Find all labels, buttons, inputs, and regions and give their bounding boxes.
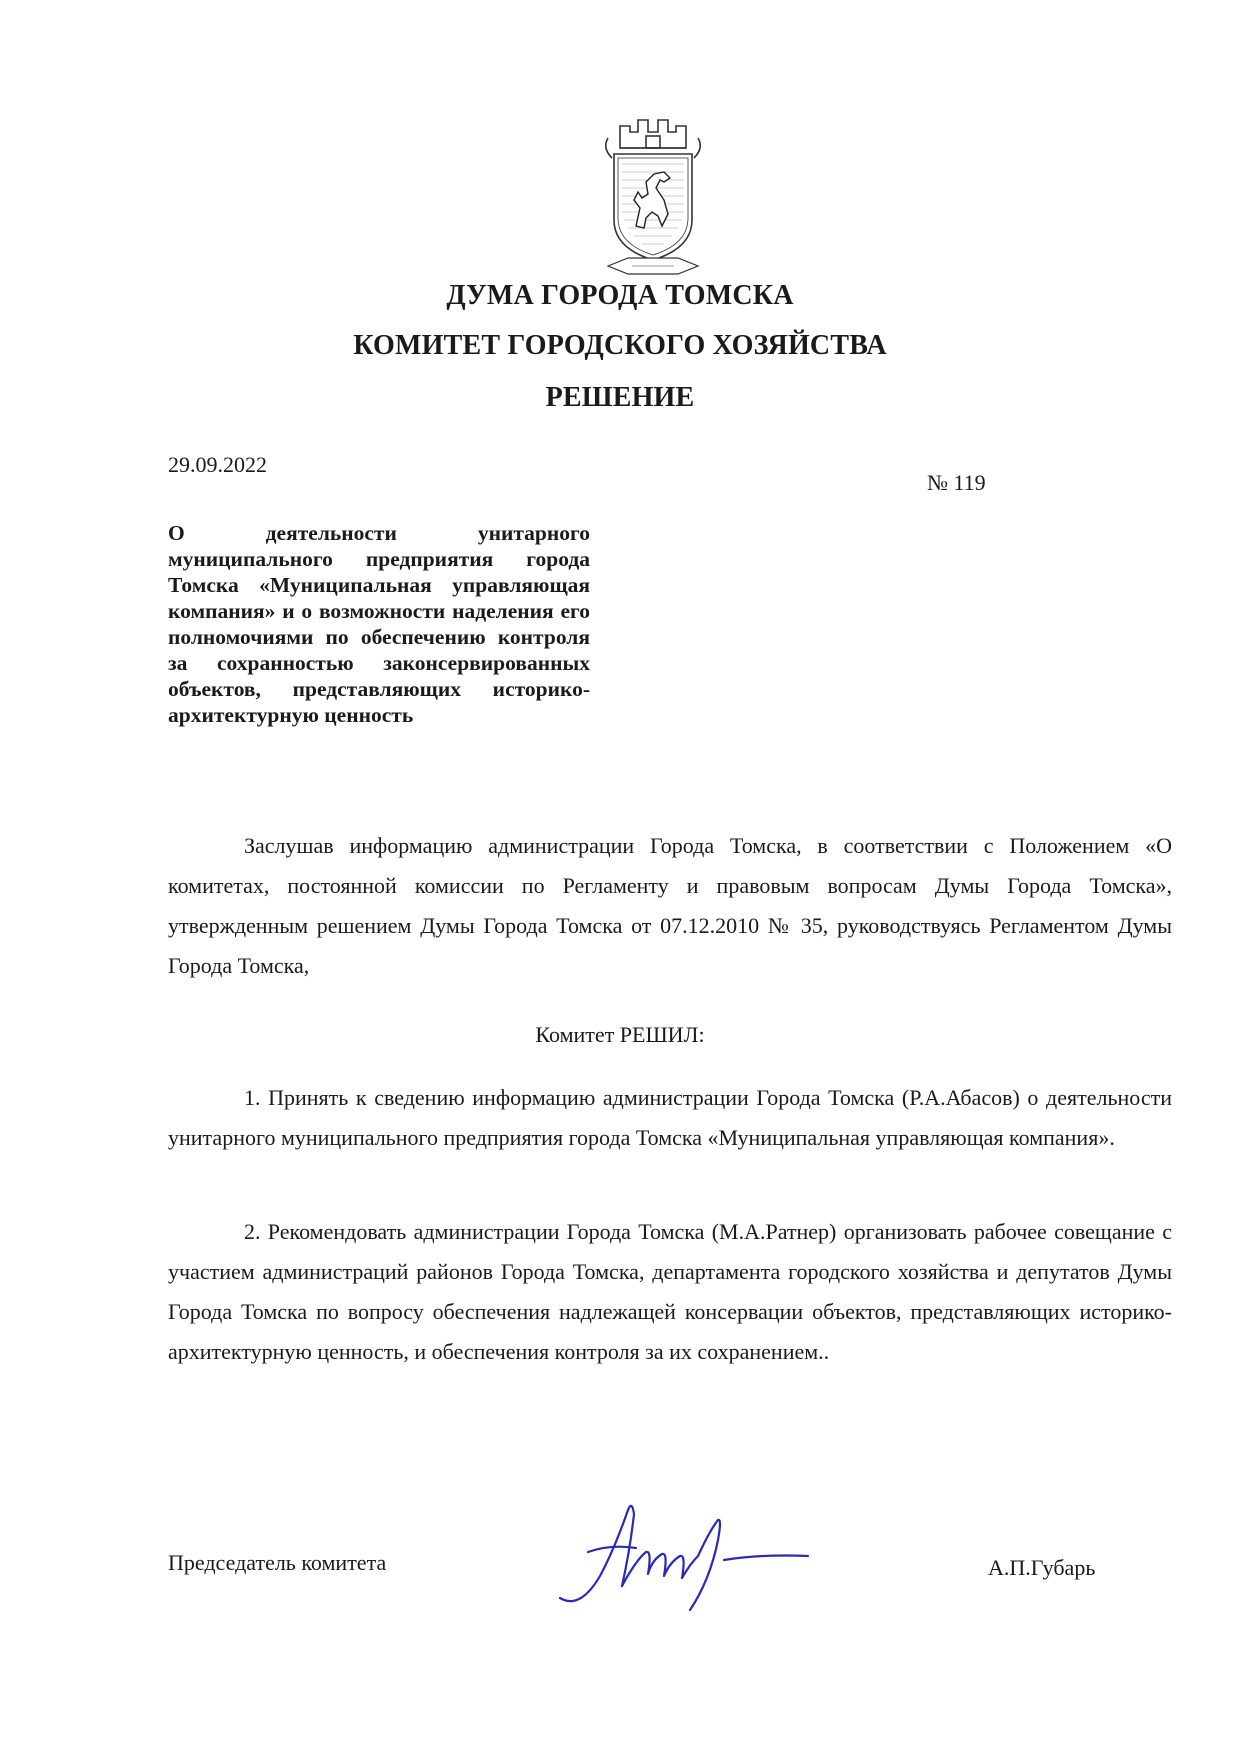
document-date: 29.09.2022 — [168, 452, 267, 477]
document-type-title: РЕШЕНИЕ — [545, 382, 695, 413]
committee-title: КОМИТЕТ ГОРОДСКОГО ХОЗЯЙСТВА — [353, 330, 887, 361]
decision-item-1: 1. Принять к сведению информацию администрации Города Томска (Р.А.Абасов) о деятельности унитарного муниципального предприятия города Томска «Муниципальная управляющая компания». — [168, 1085, 1172, 1150]
decision-item-2: 2. Рекомендовать администрации Города Томска (М.А.Ратнер) организовать рабочее совещание с участием администраций районов Города Томска, департамента городского хозяйства и депутатов Думы Города Томска по вопросу обеспечения надлежащей консервации объектов, представляющих историко-архитектурную ценность, и обеспечения контроля за их сохранением.. — [168, 1219, 1172, 1364]
handwritten-signature — [540, 1490, 830, 1620]
organization-title: ДУМА ГОРОДА ТОМСКА — [446, 280, 794, 311]
resolved-heading: Комитет РЕШИЛ: — [535, 1022, 705, 1047]
signatory-name: А.П.Губарь — [988, 1555, 1096, 1580]
tomsk-coat-of-arms-icon — [598, 108, 708, 280]
signatory-title: Председатель комитета — [168, 1550, 387, 1575]
intro-paragraph: Заслушав информацию администрации Города Томска, в соответствии с Положением «О комитетах, постоянной комиссии по Регламенту и правовым вопросам Думы Города Томска», утвержденным решением Думы Города Томска от 07.12.2010 № 35, руководствуясь Регламентом Думы Города Томска, — [168, 833, 1172, 978]
document-number: № 119 — [927, 470, 986, 495]
document-subject: О деятельности унитарного муниципального предприятия города Томска «Муниципальная управляющая компания» и о возможности наделения его полномочиями по обеспечению контроля за сохранностью законсервированных объектов, представляющих историко-архитектурную ценность — [168, 521, 590, 727]
